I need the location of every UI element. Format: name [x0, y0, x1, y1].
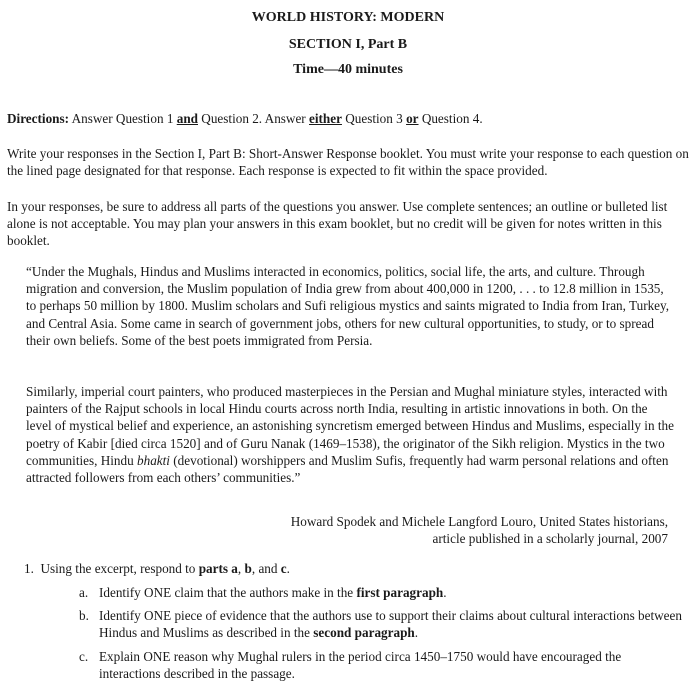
excerpt-bhakti: bhakti — [137, 452, 170, 468]
question-1-part-b: b — [244, 561, 252, 576]
directions-text-1: Answer Question 1 — [69, 111, 177, 126]
excerpt-p2-text-a: Similarly, imperial court painters, who produced masterpieces in the Persian and Mughal miniature styles, interacted with painters of the Rajput schools in local Hindu courts across north India, resulting in artistic innovations in both. On the level of mystical belief and experience, an astonishing syncretism emerged between Hindus and Muslims, especially in the poetry of Kabir [died circa 1520] and of Guru Nanak (1469–1538), the originator of the Sikh religion. Mystics in the two communities, Hindu — [26, 384, 674, 468]
question-1-sep-2: , and — [251, 561, 281, 576]
excerpt-p2-text-b: (devotional) worshippers and Muslim Sufis, frequently had warm personal relations and often attracted followers from each others’ communities.” — [26, 452, 669, 486]
attribution-publication: article published in a scholarly journal, 2007 — [432, 531, 668, 546]
subject-title: WORLD HISTORY: MODERN — [251, 10, 445, 25]
attribution-authors: Howard Spodek and Michele Langford Louro, United States historians, — [290, 514, 668, 529]
subquestion-c — [79, 649, 684, 682]
subquestion-b-end: . — [414, 624, 419, 640]
subquestion-c-letter: c. — [79, 649, 89, 664]
subquestion-a-emphasis: first paragraph — [356, 585, 444, 600]
subquestion-b-emphasis: second paragraph — [313, 624, 415, 640]
excerpt-paragraph-2 — [26, 383, 674, 486]
subquestion-a-letter: a. — [79, 585, 89, 600]
subquestion-a-text: Identify ONE claim that the authors make in the — [99, 585, 357, 600]
question-1-parts-a: parts a — [198, 561, 238, 576]
directions-and: and — [176, 111, 198, 126]
question-1-part-c: c — [280, 561, 287, 576]
directions-text-2: Question 2. Answer — [198, 111, 309, 126]
question-1-period: . — [286, 561, 290, 576]
subquestion-b-letter: b. — [79, 608, 89, 623]
excerpt-paragraph-1: “Under the Mughals, Hindus and Muslims interacted in economics, politics, social life, the arts, and culture. Through migration and conversion, the Muslim population of India grew from about 400,000 in 1200, . . . to 12.8 million in 1535, to perhaps 50 million by 1800. Muslim scholars and Sufi religious mystics and saints migrated to India from Iran, Turkey, and Central Asia. Some came in search of government jobs, others for new cultural opportunities, to study, or to spread their own beliefs. Some of the best poets immigrated from Persia. — [26, 264, 670, 348]
time-limit: Time—40 minutes — [293, 62, 403, 77]
directions-or: or — [406, 111, 419, 126]
directions — [7, 110, 693, 127]
section-title: SECTION I, Part B — [288, 37, 408, 52]
subquestion-c-text: Explain ONE reason why Mughal rulers in the period circa 1450–1750 would have encouraged the interactions described in the passage. — [99, 649, 622, 681]
response-requirements: In your responses, be sure to address all parts of the questions you answer. Use complete sentences; an outline or bulleted list alone is not acceptable. You may plan your answers in this exam booklet, but no credit will be given for notes written in this booklet. — [7, 199, 668, 248]
question-1-text: 1. Using the excerpt, respond to — [24, 561, 199, 576]
question-1 — [24, 560, 290, 577]
subquestion-a-end: . — [443, 585, 447, 600]
write-responses-instructions: Write your responses in the Section I, Part B: Short-Answer Response booklet. You must write your response to each question on the lined page designated for that response. Each response is expected to fit within the space provided. — [7, 146, 689, 178]
source-attribution — [291, 513, 668, 547]
subquestion-b — [79, 608, 684, 641]
directions-text-3: Question 3 — [341, 111, 407, 126]
question-1-sep-1: , — [237, 561, 245, 576]
directions-label: Directions: — [7, 111, 70, 126]
directions-text-4: Question 4. — [418, 111, 483, 126]
subquestion-a — [79, 585, 684, 602]
directions-either: either — [309, 111, 342, 126]
subquestion-b-text: Identify ONE piece of evidence that the authors use to support their claims about cultural interactions between Hindus and Muslims as described in the — [99, 608, 682, 640]
